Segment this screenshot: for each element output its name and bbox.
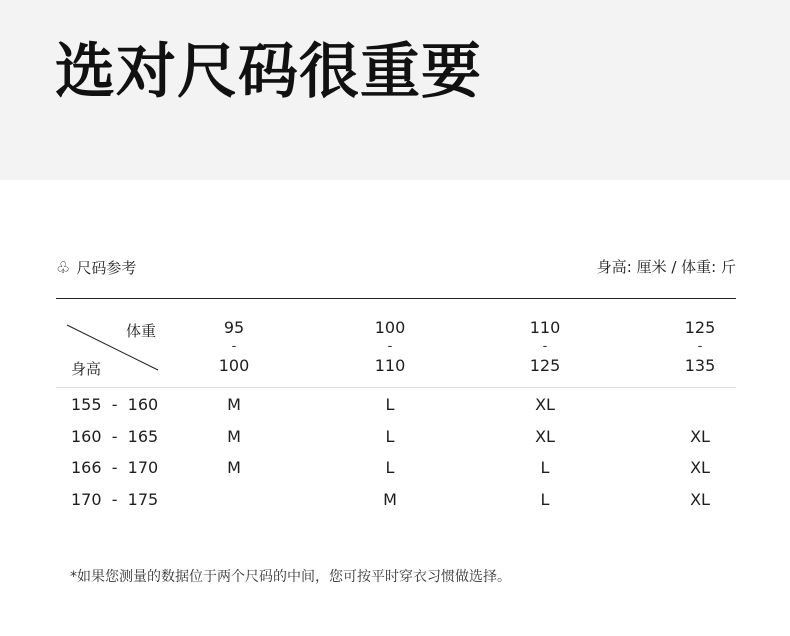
weight-sep: - [231, 339, 237, 354]
height-range-label: 166 - 170 [71, 458, 159, 477]
size-cell: M [227, 395, 241, 414]
weight-to: 135 [684, 356, 716, 375]
weight-from: 125 [684, 318, 716, 337]
size-cell: XL [690, 458, 710, 477]
weight-column-header [505, 318, 585, 375]
weight-sep: - [542, 339, 548, 354]
size-cell: XL [690, 427, 710, 446]
club-icon: ♧ [56, 257, 71, 277]
height-range-label: 160 - 165 [71, 427, 159, 446]
weight-column-header [660, 318, 740, 375]
size-cell: XL [690, 490, 710, 509]
size-cell: XL [535, 427, 555, 446]
height-range-label: 170 - 175 [71, 490, 159, 509]
weight-column-header [194, 318, 274, 375]
size-cell: L [385, 458, 395, 477]
size-cell: M [227, 458, 241, 477]
size-cell: M [383, 490, 397, 509]
section-title-group [56, 257, 136, 278]
weight-to: 100 [218, 356, 250, 375]
size-cell: XL [535, 395, 555, 414]
weight-from: 100 [374, 318, 406, 337]
weight-sep: - [387, 339, 393, 354]
size-cell: L [540, 490, 550, 509]
corner-height-label: 身高 [71, 360, 102, 378]
size-cell: L [385, 427, 395, 446]
header-banner [0, 0, 790, 180]
size-cell: L [385, 395, 395, 414]
height-range-label: 155 - 160 [71, 395, 159, 414]
weight-from: 110 [529, 318, 561, 337]
size-cell: L [540, 458, 550, 477]
units-note: 身高: 厘米 / 体重: 斤 [596, 258, 736, 276]
weight-to: 110 [374, 356, 406, 375]
page-title: 选对尺码很重要 [55, 37, 482, 107]
corner-weight-label: 体重 [126, 322, 157, 340]
weight-sep: - [697, 339, 703, 354]
weight-from: 95 [223, 318, 245, 337]
weight-to: 125 [529, 356, 561, 375]
section-title: 尺码参考 [76, 259, 137, 277]
size-cell: M [227, 427, 241, 446]
footnote: *如果您测量的数据位于两个尺码的中间，您可按平时穿衣习惯做选择。 [70, 569, 511, 585]
header-divider [56, 387, 736, 388]
table-top-divider [56, 298, 736, 299]
weight-column-header [350, 318, 430, 375]
section-header [56, 257, 736, 279]
